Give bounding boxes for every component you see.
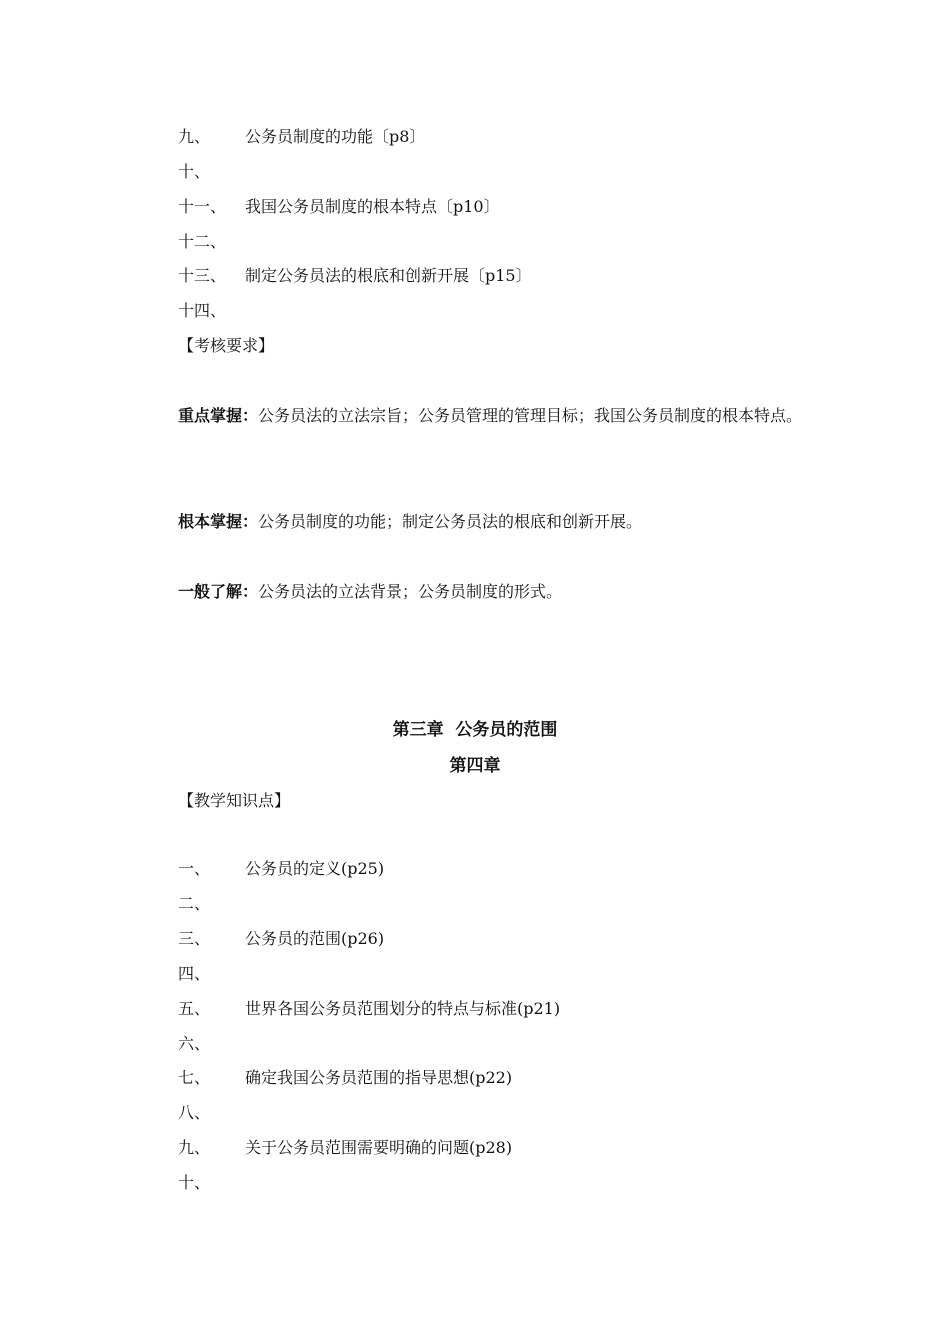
general-understanding-label: 一般了解： <box>178 582 259 601</box>
list-text: 确定我国公务员范围的指导思想(p22) <box>245 1068 513 1087</box>
key-mastery-label: 重点掌握： <box>178 406 259 425</box>
list-number: 十二、 <box>178 232 227 251</box>
list-number: 九、 <box>178 1138 211 1157</box>
list-text: 公务员的范围(p26) <box>245 929 385 948</box>
list-number: 二、 <box>178 894 211 913</box>
list-item <box>178 161 245 183</box>
list-item <box>178 1033 245 1055</box>
general-understanding-text: 公务员法的立法背景；公务员制度的形式。 <box>258 582 563 601</box>
list-number: 八、 <box>178 1103 211 1122</box>
list-text: 关于公务员范围需要明确的问题(p28) <box>245 1138 513 1157</box>
list-number: 十三、 <box>178 266 227 285</box>
list-item <box>178 893 245 915</box>
list-item <box>178 265 532 287</box>
list-number: 十四、 <box>178 301 227 320</box>
list-item <box>178 1102 245 1124</box>
list-item <box>178 126 425 148</box>
general-understanding-paragraph <box>145 573 815 610</box>
list-number: 六、 <box>178 1034 211 1053</box>
list-item <box>178 300 245 322</box>
list-text: 世界各国公务员范围划分的特点与标准(p21) <box>245 999 561 1018</box>
list-number: 一、 <box>178 859 211 878</box>
list-number: 五、 <box>178 999 211 1018</box>
list-text: 制定公务员法的根底和创新开展〔p15〕 <box>245 266 532 285</box>
list-text: 公务员制度的功能〔p8〕 <box>245 127 426 146</box>
list-item <box>178 998 560 1020</box>
knowledge-points-heading: 【教学知识点】 <box>178 791 291 810</box>
list-number: 十、 <box>178 162 211 181</box>
list-text: 公务员的定义(p25) <box>245 859 385 878</box>
key-mastery-paragraph <box>145 397 815 434</box>
key-mastery-text: 公务员法的立法宗旨；公务员管理的管理目标；我国公务员制度的根本特点。 <box>258 406 803 425</box>
list-number: 四、 <box>178 964 211 983</box>
list-number: 十一、 <box>178 197 227 216</box>
list-number: 十、 <box>178 1173 211 1192</box>
chapter-title: 第三章 公务员的范围 <box>392 720 558 740</box>
list-number: 三、 <box>178 929 211 948</box>
list-text: 我国公务员制度的根本特点〔p10〕 <box>245 197 500 216</box>
chapter-subtitle: 第四章 <box>449 756 501 776</box>
basic-mastery-label: 根本掌握： <box>178 512 259 531</box>
list-item <box>178 1067 512 1089</box>
list-item <box>178 928 384 950</box>
assessment-heading: 【考核要求】 <box>178 336 275 355</box>
list-item <box>178 196 500 218</box>
list-item <box>178 231 245 253</box>
list-number: 七、 <box>178 1068 211 1087</box>
list-item <box>178 1172 245 1194</box>
list-item <box>178 858 384 880</box>
basic-mastery-text: 公务员制度的功能；制定公务员法的根底和创新开展。 <box>258 512 643 531</box>
basic-mastery-paragraph <box>145 503 815 540</box>
list-item <box>178 963 245 985</box>
list-number: 九、 <box>178 127 211 146</box>
list-item <box>178 1137 512 1159</box>
